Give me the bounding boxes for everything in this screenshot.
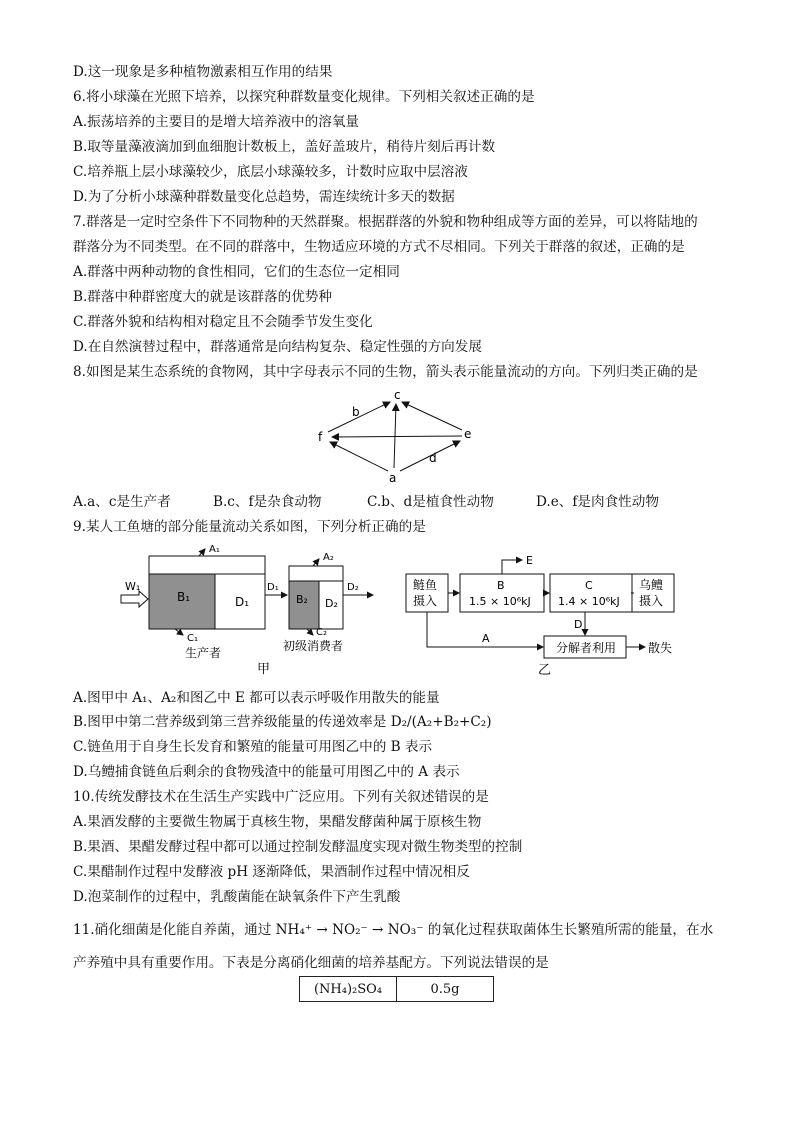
node-b: b (352, 405, 360, 419)
q9-stem: 9.某人工鱼塘的部分能量流动关系如图，下列分析正确的是 (73, 519, 426, 535)
label-a1: A₁ (209, 544, 220, 555)
energy-flow-diagram-yi (398, 549, 684, 679)
producer-label: 生产者 (185, 646, 222, 660)
box-c-label: C (585, 579, 593, 592)
q8-option-a: A.a、c是生产者 (73, 494, 171, 510)
label-b1: B₁ (177, 590, 191, 604)
label-d1-arrow: D₁ (267, 582, 279, 593)
q9-option-a: A.图甲中 A₁、A₂和图乙中 E 都可以表示呼吸作用散失的能量 (73, 690, 440, 706)
q6-option-b: B.取等量藻液滴加到血细胞计数板上，盖好盖玻片，稍待片刻后再计数 (73, 139, 496, 155)
q8-options (0, 492, 794, 512)
label-loss: 散失 (648, 641, 673, 655)
q5-option-d: D.这一现象是多种植物激素相互作用的结果 (73, 64, 333, 80)
label-e: E (526, 554, 533, 567)
q6-option-d: D.为了分析小球藻种群数量变化总趋势，需连续统计多天的数据 (73, 189, 455, 205)
q10-option-d: D.泡菜制作的过程中，乳酸菌能在缺氧条件下产生乳酸 (73, 889, 401, 905)
q10-stem: 10.传统发酵技术在生活生产实践中广泛应用。下列有关叙述错误的是 (73, 789, 489, 805)
label-c2: C₂ (316, 627, 327, 638)
q8-option-b: B.c、f是杂食动物 (213, 494, 322, 510)
q6-option-c: C.培养瓶上层小球藻较少，底层小球藻较多，计数时应取中层溶液 (73, 164, 468, 180)
label-d2-box: D₂ (325, 597, 338, 610)
label-b2: B₂ (296, 593, 308, 606)
q8-stem: 8.如图是某生态系统的食物网，其中字母表示不同的生物，箭头表示能量流动的方向。下列归类正确的是 (73, 364, 698, 380)
q10-option-a: A.果酒发酵的主要微生物属于真核生物，果醋发酵菌种属于原核生物 (73, 814, 482, 830)
box-wuli-line2: 摄入 (639, 594, 664, 608)
q7-option-a: A.群落中两种动物的食性相同，它们的生态位一定相同 (73, 264, 400, 280)
box-c-value: 1.4 × 10⁶kJ (558, 595, 620, 608)
q7-option-d: D.在自然演替过程中，群落通常是向结构复杂、稳定性强的方向发展 (73, 339, 482, 355)
node-f: f (318, 430, 323, 444)
q7-stem-line1: 7.群落是一定时空条件下不同物种的天然群聚。根据群落的外貌和物种组成等方面的差异，可以将陆地的 (73, 214, 698, 230)
node-c: c (394, 388, 401, 402)
q11-stem-line2: 产养殖中具有重要作用。下表是分离硝化细菌的培养基配方。下列说法错误的是 (73, 955, 549, 971)
box-b-label: B (497, 579, 505, 592)
box-wuli-line1: 乌鳢 (639, 578, 664, 592)
q11-stem-line1: 11.硝化细菌是化能自养菌，通过 NH₄⁺ → NO₂⁻ → NO₃⁻ 的氧化过程获取菌体生长繁殖所需的能量，在水 (73, 922, 714, 938)
label-a: A (482, 632, 490, 645)
box-lianyu-line2: 摄入 (413, 594, 438, 608)
primary-consumer-label: 初级消费者 (283, 639, 344, 653)
q7-option-c: C.群落外貌和结构相对稳定且不会随季节发生变化 (73, 314, 373, 330)
table-row (300, 977, 494, 1002)
q9-option-c: C.链鱼用于自身生长发育和繁殖的能量可用图乙中的 B 表示 (73, 739, 433, 755)
label-d: D (574, 618, 583, 631)
box-b-value: 1.5 × 10⁶kJ (469, 595, 531, 608)
q7-option-b: B.群落中种群密度大的就是该群落的优势种 (73, 289, 332, 305)
energy-flow-diagram-jia (115, 543, 390, 683)
caption-jia: 甲 (257, 662, 271, 677)
node-d: d (429, 451, 437, 465)
q7-stem-line2: 群落分为不同类型。在不同的群落中，生物适应环境的方式不尽相同。下列关于群落的叙述，正确的是 (73, 239, 685, 255)
food-web-diagram (310, 386, 490, 486)
q9-option-b: B.图甲中第二营养级到第三营养级能量的传递效率是 D₂/(A₂+B₂+C₂) (73, 714, 492, 730)
table-cell-component: (NH₄)₂SO₄ (300, 977, 397, 1002)
q6-stem: 6.将小球藻在光照下培养，以探究种群数量变化规律。下列相关叙述正确的是 (73, 89, 535, 105)
box-lianyu-line1: 鲢鱼 (413, 578, 438, 592)
label-a2: A₂ (323, 552, 334, 563)
label-d1-box: D₁ (235, 595, 250, 609)
table-cell-amount: 0.5g (397, 977, 494, 1002)
node-e: e (464, 427, 472, 441)
medium-recipe-table (299, 976, 494, 1002)
label-d2-arrow: D₂ (347, 582, 359, 593)
q10-option-b: B.果酒、果醋发酵过程中都可以通过控制发酵温度实现对微生物类型的控制 (73, 839, 523, 855)
q8-option-c: C.b、d是植食性动物 (367, 494, 494, 510)
q9-option-d: D.乌鳢捕食链鱼后剩余的食物残渣中的能量可用图乙中的 A 表示 (73, 764, 460, 780)
q6-option-a: A.振荡培养的主要目的是增大培养液中的溶氧量 (73, 114, 360, 130)
box-decomposer: 分解者利用 (556, 641, 617, 655)
label-w1: W₁ (125, 580, 141, 593)
q8-option-d: D.e、f是肉食性动物 (536, 494, 659, 510)
q10-option-c: C.果醋制作过程中发酵液 pH 逐渐降低，果酒制作过程中情况相反 (73, 864, 470, 880)
node-a: a (389, 471, 397, 485)
label-c1: C₁ (187, 633, 198, 644)
caption-yi: 乙 (538, 663, 552, 678)
